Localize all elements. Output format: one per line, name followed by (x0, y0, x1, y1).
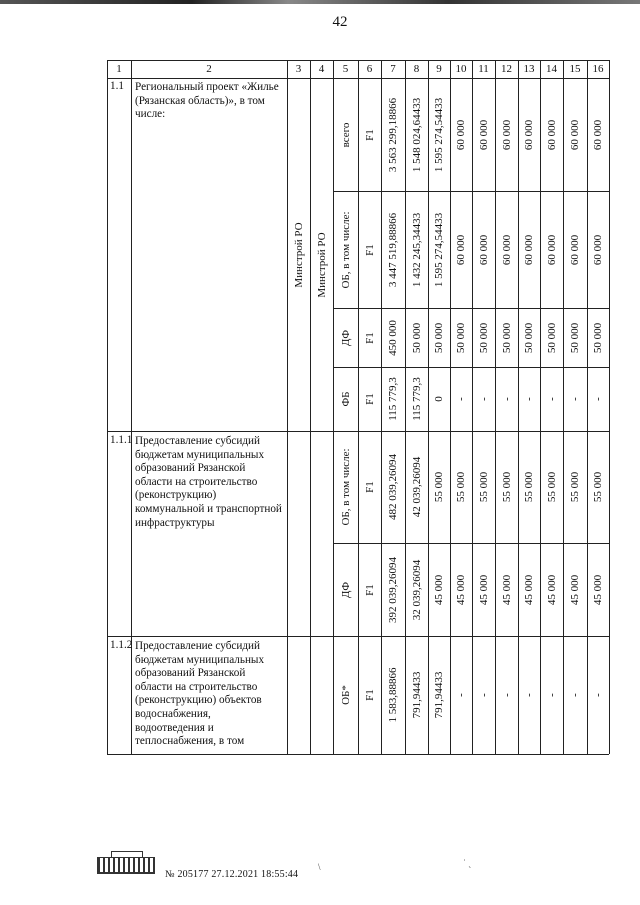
value-later-year: 45 000 (592, 574, 604, 605)
header-cell: 4 (318, 63, 325, 75)
project-code: F1 (363, 331, 376, 344)
value-2021: 1 583,88866 (387, 667, 399, 723)
header-cell: 3 (295, 63, 302, 75)
value-later-year: 50 000 (523, 322, 535, 353)
value-later-year: 45 000 (545, 574, 558, 605)
value-2021: 392 039,26094 (387, 556, 399, 623)
value-later-year: 60 000 (500, 234, 513, 265)
value-later-year: 60 000 (592, 119, 604, 150)
project-code: F1 (363, 481, 376, 493)
page-number: 42 (332, 14, 348, 30)
value-2023: 1 595 274,54433 (433, 212, 445, 287)
value-later-year: 60 000 (569, 119, 581, 150)
row-border (107, 636, 609, 637)
row-description: Предоставление субсидий бюджетам муниципальных образований Рязанской области на строительство (реконструкцию) коммунальной и транспортной инфраструктуры (135, 435, 282, 529)
column-border (563, 60, 564, 754)
value-later-year: 55 000 (477, 471, 490, 503)
value-later-year: 55 000 (523, 471, 535, 503)
value-later-year: - (455, 693, 467, 697)
header-cell: 16 (592, 63, 604, 75)
value-2023: 45 000 (433, 574, 445, 605)
value-2023: 1 595 274,54433 (433, 97, 445, 172)
scan-speck: ˙ ˎ (463, 858, 472, 868)
value-later-year: - (455, 397, 467, 401)
value-later-year: 55 000 (592, 471, 604, 503)
value-2021: 3 563 299,18866 (387, 97, 399, 172)
column-border (495, 60, 496, 754)
funding-source: ОБ, в том числе: (339, 210, 352, 289)
value-2021: 115 779,3 (387, 377, 399, 421)
value-2022: 1 548 024,64433 (410, 97, 423, 172)
project-code: F1 (363, 243, 376, 256)
value-2022: 115 779,3 (410, 377, 423, 421)
value-later-year: 60 000 (477, 119, 490, 150)
row-description: Региональный проект «Жилье (Рязанская область)», в том числе: (135, 81, 279, 121)
value-later-year: - (500, 397, 513, 401)
column-border (358, 60, 359, 754)
value-2022: 32 039,26094 (410, 559, 423, 620)
column-border (287, 60, 288, 754)
value-2022: 1 432 245,34433 (410, 212, 423, 287)
header-cell: 12 (501, 63, 512, 75)
row-border (107, 431, 609, 432)
value-later-year: 45 000 (477, 574, 490, 605)
value-2021: 450 000 (387, 319, 399, 356)
value-2021: 3 447 519,88866 (387, 212, 399, 287)
row-number: 1.1.2 (110, 639, 133, 651)
row-description: Предоставление субсидий бюджетам муниципальных образований Рязанской области на строительство (реконструкцию) объектов водоснабжения, водоотведения и теплоснабжения, в том (135, 640, 265, 748)
value-later-year: - (477, 397, 490, 401)
column-border (333, 60, 334, 754)
subrow-border (333, 191, 609, 192)
subrow-border (333, 367, 609, 368)
value-later-year: 55 000 (569, 471, 581, 503)
column-border (472, 60, 473, 754)
value-later-year: 60 000 (545, 234, 558, 265)
header-cell: 13 (523, 63, 535, 75)
emblem-stamp (97, 851, 155, 875)
value-later-year: 55 000 (455, 471, 467, 503)
value-later-year: 60 000 (455, 234, 467, 265)
value-later-year: 60 000 (500, 119, 513, 150)
value-2022: 50 000 (410, 322, 423, 353)
header-cell: 10 (455, 63, 467, 75)
value-later-year: 45 000 (569, 574, 581, 605)
row-border (107, 754, 609, 755)
value-later-year: 60 000 (477, 234, 490, 265)
value-2023: 55 000 (433, 471, 445, 503)
subrow-border (333, 543, 609, 544)
funding-source: ДФ (339, 329, 352, 346)
value-2023: 791,94433 (433, 671, 445, 719)
row-number: 1.1 (110, 80, 124, 92)
column-border (609, 60, 610, 754)
value-2022: 791,94433 (410, 671, 423, 719)
value-later-year: - (523, 693, 535, 697)
value-2021: 482 039,26094 (387, 454, 399, 520)
value-2023: 50 000 (433, 322, 445, 353)
value-later-year: 60 000 (523, 119, 535, 150)
column-border (310, 60, 311, 754)
value-later-year: - (500, 693, 513, 697)
header-cell: 7 (390, 63, 396, 75)
value-later-year: 60 000 (569, 234, 581, 265)
project-code: F1 (363, 583, 376, 596)
executor-label: Минстрой РО (315, 232, 328, 298)
project-code: F1 (363, 393, 376, 405)
column-border (518, 60, 519, 754)
header-cell: 14 (546, 63, 557, 75)
funding-source: всего (339, 122, 352, 147)
executor-label: Минстрой РО (292, 222, 305, 288)
value-later-year: 50 000 (592, 322, 604, 353)
value-later-year: 45 000 (523, 574, 535, 605)
value-later-year: 50 000 (545, 322, 558, 353)
value-later-year: 55 000 (545, 471, 558, 503)
value-later-year: 50 000 (477, 322, 490, 353)
funding-source: ОБ, в том числе: (339, 448, 352, 526)
column-border (405, 60, 406, 754)
value-later-year: 60 000 (545, 119, 558, 150)
header-cell: 8 (413, 63, 420, 75)
project-code: F1 (363, 128, 376, 141)
value-later-year: 50 000 (500, 322, 513, 353)
document-registration-footer: № 205177 27.12.2021 18:55:44 (165, 869, 299, 880)
value-later-year: 60 000 (523, 234, 535, 265)
value-later-year: - (569, 397, 581, 401)
column-border (107, 60, 108, 754)
column-border (381, 60, 382, 754)
header-cell: 11 (478, 63, 489, 75)
column-border (587, 60, 588, 754)
row-number: 1.1.1 (110, 434, 133, 446)
project-code: F1 (363, 689, 376, 701)
row-border (107, 78, 609, 79)
subrow-border (333, 308, 609, 309)
value-2023: 0 (433, 396, 445, 402)
header-cell: 6 (366, 63, 373, 75)
value-later-year: 45 000 (455, 574, 467, 605)
scan-top-edge (0, 0, 640, 4)
header-cell: 1 (116, 63, 122, 75)
value-later-year: 45 000 (500, 574, 513, 605)
value-2022: 42 039,26094 (410, 456, 423, 518)
value-later-year: 50 000 (569, 322, 581, 353)
scan-speck: \ (318, 862, 321, 872)
funding-source: ДФ (339, 581, 352, 598)
column-border (450, 60, 451, 754)
funding-source: ФБ (339, 391, 352, 407)
value-later-year: - (523, 397, 535, 401)
value-later-year: 50 000 (455, 322, 467, 353)
header-cell: 15 (569, 63, 581, 75)
value-later-year: - (592, 693, 604, 697)
column-border (540, 60, 541, 754)
funding-source: ОБ* (339, 685, 352, 705)
value-later-year: - (545, 693, 558, 697)
value-later-year: - (569, 693, 581, 697)
value-later-year: - (592, 397, 604, 401)
value-later-year: 55 000 (500, 471, 513, 503)
value-later-year: 60 000 (592, 234, 604, 265)
column-border (428, 60, 429, 754)
header-cell: 2 (206, 63, 212, 75)
value-later-year: - (477, 693, 490, 697)
header-cell: 9 (436, 63, 442, 75)
header-cell: 5 (342, 63, 349, 75)
value-later-year: 60 000 (455, 119, 467, 150)
value-later-year: - (545, 397, 558, 401)
